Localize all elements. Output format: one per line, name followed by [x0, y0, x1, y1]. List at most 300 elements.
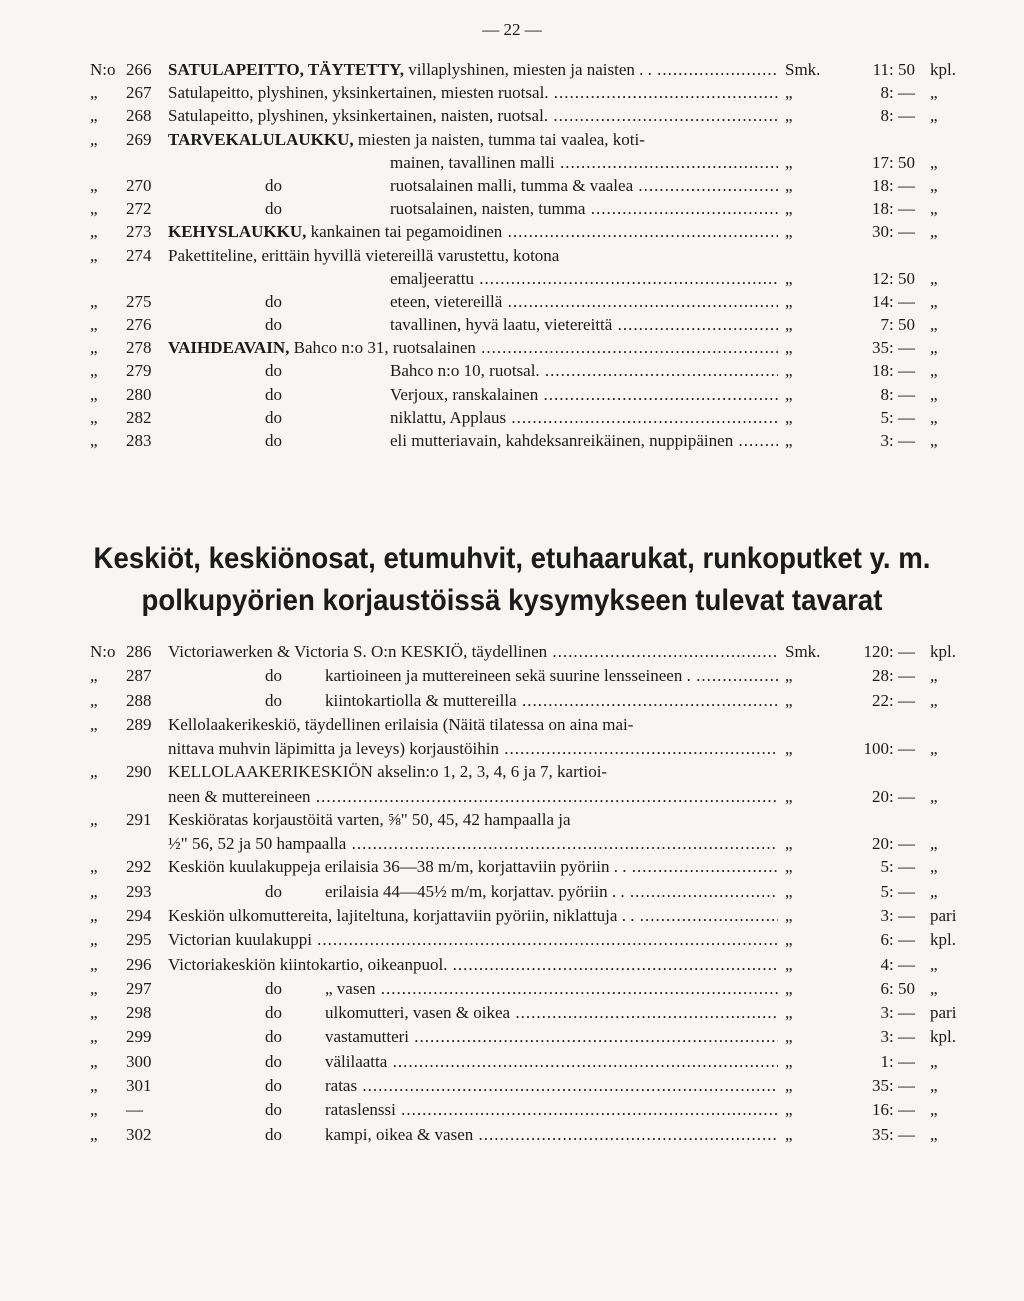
item-number: 269	[126, 129, 152, 149]
ditto-mark: do	[265, 315, 282, 335]
item-price: 8: —	[880, 384, 915, 404]
item-unit: „	[930, 338, 938, 358]
item-description-text: „ vasen	[325, 978, 376, 998]
item-description	[168, 904, 778, 928]
item-unit: „	[930, 199, 938, 219]
item-price: 3: —	[880, 431, 915, 450]
item-description-text: eli mutteriavain, kahdeksanreikäinen, nuppipäinen	[390, 431, 734, 450]
currency-label: „	[785, 786, 793, 806]
ditto-mark: do	[265, 690, 282, 710]
list-item	[90, 128, 970, 151]
currency-label: „	[785, 930, 793, 950]
list-item	[90, 1098, 970, 1122]
item-description	[390, 313, 778, 336]
item-number-prefix: „	[90, 245, 98, 265]
item-number: 282	[126, 407, 152, 427]
item-number: 272	[126, 199, 152, 219]
item-unit: kpl.	[930, 642, 956, 661]
item-number: 294	[126, 905, 152, 925]
item-description-text: Kellolaakerikeskiö, täydellinen erilaisia (Näitä tilatessa on aina mai-	[168, 714, 634, 734]
list-item	[90, 336, 970, 359]
currency-label: Smk.	[785, 642, 821, 661]
ditto-mark: do	[265, 881, 282, 901]
item-description	[390, 197, 778, 220]
item-price: 28: —	[872, 666, 915, 686]
item-number-prefix: „	[90, 857, 98, 877]
item-number: 289	[126, 714, 152, 734]
item-unit: „	[930, 1076, 938, 1096]
item-description	[168, 855, 778, 879]
heading-line-2: polkupyörien korjaustöissä kysymykseen tulevat tavarat	[141, 584, 883, 617]
currency-label: „	[785, 83, 793, 103]
item-description-text: kampi, oikea & vasen	[325, 1124, 474, 1144]
item-number: 280	[126, 384, 152, 404]
ditto-mark: do	[265, 175, 282, 195]
item-unit: „	[930, 268, 938, 288]
list-item	[90, 855, 970, 879]
item-number-prefix: „	[90, 1027, 98, 1047]
currency-label: „	[785, 834, 793, 854]
item-number-prefix: „	[90, 83, 98, 103]
item-description	[325, 977, 778, 1001]
item-number: 286	[126, 642, 152, 661]
list-item	[90, 383, 970, 406]
item-description-text: Keskiöratas korjaustöitä varten, ⅝" 50, 45, 42 hampaalla ja	[168, 809, 571, 829]
list-item	[90, 1074, 970, 1098]
list-item	[90, 1123, 970, 1147]
item-number: 291	[126, 809, 152, 829]
item-number-prefix: „	[90, 106, 98, 126]
item-number-prefix: „	[90, 222, 98, 242]
item-description-text: rataslenssi	[325, 1100, 396, 1120]
item-price: 18: —	[872, 199, 915, 219]
item-description	[390, 359, 778, 382]
list-item	[90, 151, 970, 174]
currency-label: „	[785, 222, 793, 242]
item-number: 293	[126, 881, 152, 901]
section-heading	[41, 538, 983, 622]
item-number-prefix: „	[90, 1003, 98, 1023]
item-description-text: vastamutteri	[325, 1027, 410, 1047]
item-number: 276	[126, 315, 152, 335]
item-description	[168, 104, 778, 127]
item-number-prefix: „	[90, 905, 98, 925]
ditto-mark: do	[265, 1100, 282, 1120]
item-number-prefix: „	[90, 291, 98, 311]
list-item	[90, 904, 970, 928]
currency-label: „	[785, 407, 793, 427]
item-price: 17: 50	[872, 152, 915, 172]
item-description-text: miesten ja naisten, tumma tai vaalea, koti-	[353, 129, 645, 149]
item-unit: kpl.	[930, 1027, 956, 1047]
item-number-prefix: „	[90, 175, 98, 195]
ditto-mark: do	[265, 407, 282, 427]
item-number-prefix: „	[90, 881, 98, 901]
item-description-text: eteen, vietereillä	[390, 291, 503, 311]
item-number: 275	[126, 291, 152, 311]
list-item	[90, 1050, 970, 1074]
item-description	[168, 58, 778, 81]
item-unit: „	[930, 152, 938, 172]
item-unit: „	[930, 666, 938, 686]
item-description-text: ruotsalainen malli, tumma & vaalea	[390, 175, 634, 195]
item-price: 6: —	[880, 930, 915, 950]
item-number-prefix: „	[90, 930, 98, 950]
item-price: 20: —	[872, 786, 915, 806]
item-unit: „	[930, 291, 938, 311]
item-description-text: ruotsalainen, naisten, tumma	[390, 199, 586, 219]
item-price: 18: —	[872, 175, 915, 195]
item-unit: „	[930, 361, 938, 381]
ditto-mark: do	[265, 978, 282, 998]
list-item	[90, 880, 970, 904]
item-unit: „	[930, 315, 938, 335]
item-unit: pari	[930, 1003, 957, 1023]
currency-label: „	[785, 1003, 793, 1023]
list-item	[90, 220, 970, 243]
currency-label: „	[785, 199, 793, 219]
item-number: 296	[126, 954, 152, 974]
item-number-prefix: „	[90, 361, 98, 381]
item-number-prefix: „	[90, 762, 98, 782]
item-description-text: Bahco n:o 31, ruotsalainen	[289, 338, 476, 358]
item-unit: „	[930, 431, 938, 450]
currency-label: „	[785, 1100, 793, 1120]
item-description-text: neen & muttereineen	[168, 786, 311, 806]
item-description-text: KELLOLAAKERIKESKIÖN akselin:o 1, 2, 3, 4, 6 ja 7, kartioi-	[168, 762, 608, 782]
list-item	[90, 760, 970, 784]
list-item	[90, 953, 970, 977]
item-unit: kpl.	[930, 60, 956, 79]
item-description	[168, 81, 778, 104]
item-description	[325, 1123, 778, 1147]
item-price: 5: —	[880, 881, 915, 901]
item-number: 287	[126, 666, 152, 686]
item-number-prefix: „	[90, 1100, 98, 1120]
ditto-mark: do	[265, 1076, 282, 1096]
item-number: 301	[126, 1076, 152, 1096]
ditto-mark: do	[265, 1051, 282, 1071]
item-unit: „	[930, 222, 938, 242]
item-unit: „	[930, 83, 938, 103]
item-number: 299	[126, 1027, 152, 1047]
price-list-section-2	[90, 640, 970, 1147]
ditto-mark: do	[265, 431, 282, 450]
item-unit: „	[930, 690, 938, 710]
item-unit: kpl.	[930, 930, 956, 950]
item-description	[168, 244, 868, 267]
item-price: 6: 50	[880, 978, 915, 998]
item-description	[390, 406, 778, 429]
item-number-prefix: „	[90, 1124, 98, 1144]
item-description	[168, 760, 868, 784]
currency-label: „	[785, 291, 793, 311]
item-price: 7: 50	[880, 315, 915, 335]
list-item	[90, 244, 970, 267]
item-unit: „	[930, 384, 938, 404]
list-item	[90, 197, 970, 220]
currency-label: „	[785, 905, 793, 925]
list-item	[90, 664, 970, 688]
item-number: 278	[126, 338, 152, 358]
item-description-text: kartioineen ja muttereineen sekä suurine lensseineen .	[325, 666, 691, 686]
item-price: 8: —	[880, 83, 915, 103]
item-description-text: Satulapeitto, plyshinen, yksinkertainen, naisten, ruotsal.	[168, 106, 549, 126]
list-item	[90, 290, 970, 313]
item-price: 18: —	[872, 361, 915, 381]
ditto-mark: do	[265, 199, 282, 219]
item-title: VAIHDEAVAIN,	[168, 338, 290, 358]
item-number: 300	[126, 1051, 152, 1071]
item-number: 288	[126, 690, 152, 710]
item-unit: „	[930, 881, 938, 901]
item-unit: „	[930, 786, 938, 806]
currency-label: „	[785, 881, 793, 901]
item-price: 12: 50	[872, 268, 915, 288]
item-number: 274	[126, 245, 152, 265]
item-price: 35: —	[872, 1124, 915, 1144]
list-item	[90, 313, 970, 336]
item-description	[390, 429, 778, 452]
item-number-prefix: „	[90, 129, 98, 149]
item-description-text: Victorian kuulakuppi	[168, 930, 312, 950]
item-description-text: Keskiön ulkomuttereita, lajiteltuna, korjattaviin pyöriin, niklattuja . .	[168, 905, 635, 925]
currency-label: „	[785, 857, 793, 877]
currency-label: „	[785, 152, 793, 172]
list-item	[90, 1025, 970, 1049]
currency-label: „	[785, 384, 793, 404]
list-item	[90, 267, 970, 290]
list-item	[90, 81, 970, 104]
item-price: 11: 50	[872, 60, 915, 79]
list-item	[90, 406, 970, 429]
list-item	[90, 58, 970, 81]
item-number-prefix: „	[90, 978, 98, 998]
item-unit: „	[930, 954, 938, 974]
list-item	[90, 785, 970, 808]
item-description-text: emaljeerattu	[390, 268, 475, 288]
item-unit: „	[930, 106, 938, 126]
item-description	[168, 953, 778, 977]
item-description-text: erilaisia 44—45½ m/m, korjattav. pyöriin . .	[325, 881, 625, 901]
item-number: 273	[126, 222, 152, 242]
item-number: 302	[126, 1124, 152, 1144]
item-description	[325, 664, 778, 688]
item-description-continued	[168, 832, 778, 856]
item-description	[168, 808, 868, 832]
page-number: — 22 —	[482, 20, 542, 39]
item-number: 270	[126, 175, 152, 195]
item-number-prefix: „	[90, 714, 98, 734]
item-description	[325, 1074, 778, 1098]
list-item	[90, 104, 970, 127]
list-item	[90, 359, 970, 382]
item-unit: „	[930, 834, 938, 854]
item-number: 283	[126, 431, 152, 450]
item-description-continued	[168, 737, 778, 761]
item-unit: „	[930, 1124, 938, 1144]
item-price: 35: —	[872, 338, 915, 358]
item-price: 3: —	[880, 905, 915, 925]
item-price: 100: —	[863, 739, 915, 759]
item-description	[168, 928, 778, 952]
item-description-continued	[390, 267, 778, 290]
list-item	[90, 1001, 970, 1025]
item-number-prefix: „	[90, 954, 98, 974]
ditto-mark: do	[265, 384, 282, 404]
item-number: 292	[126, 857, 152, 877]
item-title: TARVEKALULAUKKU,	[168, 129, 354, 149]
item-description-continued	[390, 151, 778, 174]
item-number-prefix: „	[90, 431, 98, 450]
item-unit: „	[930, 978, 938, 998]
item-unit: „	[930, 1100, 938, 1120]
currency-label: „	[785, 1027, 793, 1047]
item-price: 1: —	[880, 1051, 915, 1071]
item-description	[325, 1098, 778, 1122]
currency-label: „	[785, 268, 793, 288]
item-description	[325, 689, 778, 713]
currency-label: „	[785, 175, 793, 195]
item-description-text: Verjoux, ranskalainen	[390, 384, 539, 404]
currency-label: „	[785, 431, 793, 450]
item-description-text: Keskiön kuulakuppeja erilaisia 36—38 m/m, korjattaviin pyöriin . .	[168, 857, 627, 877]
heading-line-1: Keskiöt, keskiönosat, etumuhvit, etuhaarukat, runkoputket y. m.	[93, 542, 931, 575]
currency-label: „	[785, 666, 793, 686]
item-number: 298	[126, 1003, 152, 1023]
item-number-prefix: „	[90, 1076, 98, 1096]
item-number-prefix: „	[90, 809, 98, 829]
item-description-text: Victoriawerken & Victoria S. O:n KESKIÖ, täydellinen	[168, 642, 548, 661]
item-number-prefix: „	[90, 199, 98, 219]
item-description-text: kiintokartiolla & muttereilla	[325, 690, 517, 710]
item-description	[390, 174, 778, 197]
currency-label: „	[785, 1051, 793, 1071]
item-description	[168, 640, 778, 664]
item-description-text: villaplyshinen, miesten ja naisten . .	[404, 60, 652, 79]
item-price: 14: —	[872, 291, 915, 311]
item-description-text: Pakettiteline, erittäin hyvillä vietereillä varustettu, kotona	[168, 245, 560, 265]
item-number-prefix: „	[90, 1051, 98, 1071]
ditto-mark: do	[265, 291, 282, 311]
item-price: 35: —	[872, 1076, 915, 1096]
item-number-prefix: „	[90, 690, 98, 710]
item-number-prefix: „	[90, 338, 98, 358]
list-item	[90, 689, 970, 713]
ditto-mark: do	[265, 1003, 282, 1023]
list-item	[90, 928, 970, 952]
item-description	[168, 220, 778, 243]
ditto-mark: do	[265, 361, 282, 381]
item-number: 290	[126, 762, 152, 782]
item-description-continued	[168, 785, 778, 809]
item-description-text: tavallinen, hyvä laatu, vietereittä	[390, 315, 613, 335]
item-description	[168, 713, 868, 737]
item-price: 30: —	[872, 222, 915, 242]
ditto-mark: do	[265, 666, 282, 686]
list-item	[90, 832, 970, 855]
item-price: 22: —	[872, 690, 915, 710]
item-description	[168, 128, 868, 151]
item-description-text: ulkomutteri, vasen & oikea	[325, 1003, 511, 1023]
currency-label: „	[785, 106, 793, 126]
item-number: 266	[126, 60, 152, 79]
item-description-text: Victoriakeskiön kiintokartio, oikeanpuol.	[168, 954, 448, 974]
list-item	[90, 737, 970, 760]
item-description-text: kankainen tai pegamoidinen	[306, 222, 503, 242]
item-number: 267	[126, 83, 152, 103]
item-number-prefix: N:o	[90, 642, 116, 661]
currency-label: „	[785, 978, 793, 998]
item-number-prefix: N:o	[90, 60, 116, 79]
item-unit: „	[930, 407, 938, 427]
currency-label: „	[785, 690, 793, 710]
item-description-text: Satulapeitto, plyshinen, yksinkertainen, miesten ruotsal.	[168, 83, 549, 103]
currency-label: Smk.	[785, 60, 821, 79]
item-description	[168, 336, 778, 359]
list-item	[90, 977, 970, 1001]
currency-label: „	[785, 315, 793, 335]
ditto-mark: do	[265, 1124, 282, 1144]
item-title: KEHYSLAUKKU,	[168, 222, 307, 242]
item-description-text: ratas	[325, 1076, 358, 1096]
list-item	[90, 640, 970, 664]
item-description	[390, 290, 778, 313]
item-description-text: nittava muhvin läpimitta ja leveys) korjaustöihin	[168, 739, 499, 759]
item-description	[325, 1001, 778, 1025]
item-price: 3: —	[880, 1003, 915, 1023]
item-number: —	[126, 1100, 143, 1120]
list-item	[90, 174, 970, 197]
list-item	[90, 808, 970, 832]
currency-label: „	[785, 361, 793, 381]
item-price: 20: —	[872, 834, 915, 854]
item-price: 5: —	[880, 857, 915, 877]
item-description-text: Bahco n:o 10, ruotsal.	[390, 361, 540, 381]
item-number-prefix: „	[90, 384, 98, 404]
price-list-section-1	[90, 58, 970, 452]
currency-label: „	[785, 1124, 793, 1144]
item-description	[390, 383, 778, 406]
item-description	[325, 1050, 778, 1074]
item-price: 5: —	[880, 407, 915, 427]
item-price: 3: —	[880, 1027, 915, 1047]
item-unit: „	[930, 739, 938, 759]
item-number-prefix: „	[90, 407, 98, 427]
item-title: SATULAPEITTO, TÄYTETTY,	[168, 60, 405, 79]
item-number: 279	[126, 361, 152, 381]
item-unit: „	[930, 1051, 938, 1071]
currency-label: „	[785, 1076, 793, 1096]
item-description	[325, 880, 778, 904]
item-price: 16: —	[872, 1100, 915, 1120]
item-price: 120: —	[863, 642, 915, 661]
currency-label: „	[785, 954, 793, 974]
ditto-mark: do	[265, 1027, 282, 1047]
item-unit: „	[930, 857, 938, 877]
item-description-text: ½" 56, 52 ja 50 hampaalla	[168, 834, 347, 854]
item-number-prefix: „	[90, 315, 98, 335]
item-number: 268	[126, 106, 152, 126]
currency-label: „	[785, 739, 793, 759]
item-description-text: välilaatta	[325, 1051, 388, 1071]
item-number-prefix: „	[90, 666, 98, 686]
item-unit: „	[930, 175, 938, 195]
list-item	[90, 429, 970, 452]
item-description	[325, 1025, 778, 1049]
currency-label: „	[785, 338, 793, 358]
item-price: 4: —	[880, 954, 915, 974]
